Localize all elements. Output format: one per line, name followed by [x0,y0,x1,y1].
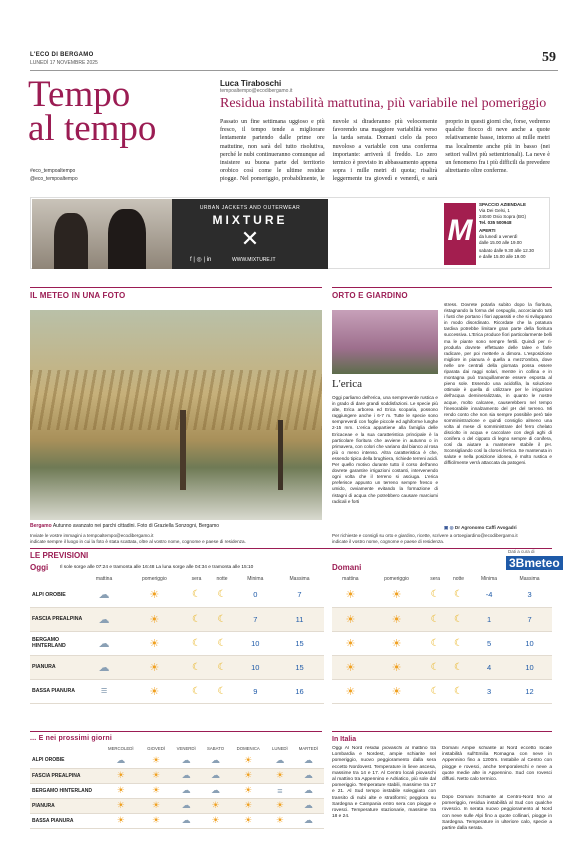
min-temp: 9 [236,679,275,703]
garden-invite-line: Per richieste e consigli su orto e giardino, ricette, scrivere a ortoegiardino@ecodibergamo.it [332,533,518,538]
garden-invite [332,533,518,545]
day-header: LUNEDÌ [271,746,288,751]
sun-icon: ☀ [124,607,185,631]
sun-icon: ☀ [229,753,267,768]
moon-icon: ☾ [446,655,471,679]
col-header: Minima [480,575,498,582]
sun-icon: ☀ [142,783,171,798]
forecast-row [332,583,552,607]
meteo-logo: 3Bmeteo [506,556,563,570]
moon-icon: ☾ [424,655,446,679]
rain-cloud-icon: ☁ [84,583,124,607]
moon-icon: ☾ [446,607,471,631]
zone-name: BASSA PIANURA [30,813,100,828]
moon-icon: ☾ [185,655,209,679]
min-temp: 0 [236,583,275,607]
sun-icon: ☀ [100,768,142,783]
next-days-row [30,783,324,798]
max-temp: 12 [507,679,552,703]
astro-info: Il sole sorge alle 07:24 e tramonta alle 16:48 La luna sorge alle 04:34 e tramonta alle 15:10 [60,565,254,570]
sun-icon: ☀ [100,783,142,798]
max-temp: 11 [275,607,324,631]
rain-cloud-icon: ☁ [100,753,142,768]
author-email[interactable]: tempoaltempo@ecodibergamo.it [220,88,293,94]
italy-title: In Italia [332,736,357,743]
ad-model-1 [54,213,88,269]
sun-icon: ☀ [124,631,185,655]
next-days-row [30,813,324,828]
brand-logo-icon: ✕ [240,226,260,251]
day-header: DOMENICA [236,746,260,751]
ad-info-line: sabato dalle 9.30 alle 12.30 [479,248,535,253]
max-temp: 7 [275,583,324,607]
photo-invite-line: indicate sempre il luogo in cui la foto è stata scattata, oltre al vostro nome, cognome e paese di residenza. [30,539,246,544]
col-header: pomeriggio [384,575,409,582]
garden-section-title: ORTO E GIARDINO [332,291,408,300]
min-temp: 10 [236,655,275,679]
instagram-handle[interactable]: #eco_tempoaltempo [30,168,76,174]
moon-icon: ☾ [185,583,209,607]
forecast-row [30,631,324,655]
moon-icon: ☾ [424,679,446,703]
forecast-row [30,679,324,703]
zone-name: BASSA PIANURA [30,679,84,703]
moon-icon: ☾ [208,655,235,679]
ad-url[interactable]: WWW.MIXTURE.IT [232,257,276,263]
sun-icon: ☀ [202,813,230,828]
fog-icon: ≡ [84,679,124,703]
zone-name: PIANURA [30,798,100,813]
moon-icon: ☾ [446,631,471,655]
rain-cloud-icon: ☁ [293,768,324,783]
ad-info-line: e dalle 15.00 alle 19.00 [479,254,526,259]
min-temp: 1 [471,607,507,631]
advertisement[interactable] [30,197,550,269]
fog-icon: ≡ [267,783,293,798]
ad-info-line: 24040 Osio Sopra (BG) [479,214,527,219]
moon-icon: ☾ [424,607,446,631]
sun-icon: ☀ [267,768,293,783]
divider [30,731,322,732]
photo-invite [30,533,246,545]
rain-cloud-icon: ☁ [293,798,324,813]
col-header [30,744,100,753]
max-temp: 10 [507,655,552,679]
tree-trunk [278,420,283,490]
photo-section-title: IL METEO IN UNA FOTO [30,291,126,300]
ad-info-line: dalle 15.00 alle 19.00 [479,240,522,245]
rain-cloud-icon: ☁ [293,783,324,798]
sun-icon: ☀ [142,768,171,783]
moon-icon: ☾ [446,583,471,607]
sun-icon: ☀ [332,655,369,679]
sun-icon: ☀ [229,783,267,798]
rain-cloud-icon: ☁ [84,655,124,679]
forecast-row [30,583,324,607]
ad-info-line: da lunedì a venerdì [479,234,518,239]
meteo-credit: Dati a cura di [508,549,535,554]
zone-name: ALPI OROBIE [30,583,84,607]
sun-icon: ☀ [100,813,142,828]
sun-icon: ☀ [332,607,369,631]
photo-caption [30,523,219,529]
rain-cloud-icon: ☁ [202,783,230,798]
col-header: notte [216,575,228,582]
day-header: MERCOLEDÌ [107,746,134,751]
min-temp: 7 [236,607,275,631]
max-temp: 15 [275,655,324,679]
divider [332,287,552,288]
erica-body-col2: stress. Dovrete potarla subito dopo la fioritura, ristagnando la forma del cespuglio, accorciando tutti i fusti che portano i fiori appassiti e che si sviluppano in modo disordinato. Ricordate che la potatura tardiva potrebbe limitare gran parte della fioritura successiva. L'Erica produce fiori particolarmente belli ma le piante sono sempre fertili. Quindi per ri-produrla dovrete effettuate delle talee e farle radicare, per poi metterle a dimora. L'esposizione migliore in pianura è quella a mezz'ombra, dove nelle ore centrali della giornata possa essere riparata dai raggi solari, mentre in collina e in montagna può tranquillamente essere esposta al pieno sole. Essendo una acidofila, la soluzione ottimale è quella di utilizzare per le irrigazioni dell'acqua demineralizzata, in quanto le nostre acque, molto calcaree, causerebbero nel tempo l'inesorabile innalzamento del pH del terreno. Mi rendo conto che non sia sempre possibile però tale somministrazione e quindi consiglio almeno una volta al mese di somministrare del ferro chelato disciolto in acqua e caccolare con degli aghi di conifera o del cippato di legno sempre di conifera, così da aiutare a mantenere stabile il pH. Sconsigliando così la clorosi ferrica. Se mantenuta in salute e nella posizione idonea, è molto rustica e difficilmente verrà attaccata da patogeni. [444,302,552,466]
article-headline: Residua instabilità mattutina, più variabile nel pomeriggio [220,96,547,111]
moon-icon: ☾ [424,583,446,607]
rain-cloud-icon: ☁ [293,813,324,828]
zone-name: BERGAMO HINTERLAND [30,783,100,798]
sun-icon: ☀ [369,679,424,703]
next-days-table [30,744,324,829]
social-handle[interactable]: @eco_tempoaltempo [30,176,78,182]
sun-icon: ☀ [267,798,293,813]
social-handles [30,167,78,183]
ad-photo [32,199,172,269]
section-title-line2: al tempo [28,108,157,149]
max-temp: 3 [507,583,552,607]
sun-icon: ☀ [124,655,185,679]
top-divider [30,70,558,71]
next-days-row [30,798,324,813]
min-temp: 10 [236,631,275,655]
col-header: mattina [342,575,359,582]
col-header: notte [452,575,465,582]
forecast-row [332,655,552,679]
italy-after-tomorrow: Dopo Domani Schiarite al Centro-Nord fino al pomeriggio, residua instabilità al Sud con qualche rovescio. In serata nuovo peggioramento al Nord con neve sulle Alpi fino a quote collinari, piogge in Sardegna. Temperature in ulteriore calo, specie a partire dalla serata. [442,795,552,832]
sun-icon: ☀ [267,813,293,828]
day-header: MARTEDÌ [298,746,318,751]
sun-icon: ☀ [229,813,267,828]
ad-info [479,202,549,260]
sun-icon: ☀ [142,813,171,828]
ad-info-line: Tel. 035 500948 [479,220,512,225]
rain-cloud-icon: ☁ [171,798,202,813]
ad-brand-panel [172,199,328,269]
next-days-row [30,768,324,783]
ad-model-2 [108,209,146,269]
forecast-title: LE PREVISIONI [30,551,89,560]
sun-icon: ☀ [369,631,424,655]
sun-icon: ☀ [332,583,369,607]
today-table [30,574,324,704]
rain-cloud-icon: ☁ [171,768,202,783]
project-logo: M [444,203,476,265]
moon-icon: ☾ [208,679,235,703]
rain-cloud-icon: ☁ [267,753,293,768]
min-temp: 5 [471,631,507,655]
ad-info-line: SPACCIO AZIENDALE [479,202,527,207]
zone-name: ALPI OROBIE [30,753,100,768]
col-header: Minima [247,575,264,582]
moon-icon: ☾ [208,583,235,607]
day-header: VENERDÌ [176,746,196,751]
garden-author [444,525,517,531]
page-number: 59 [542,50,556,65]
min-temp: 4 [471,655,507,679]
project-logo-text: PROJECT [450,258,470,263]
garden-invite-line: indicate il vostro nome, cognome e paese di residenza. [332,539,445,544]
sun-icon: ☀ [332,679,369,703]
moon-icon: ☾ [208,631,235,655]
divider [30,548,552,549]
rain-cloud-icon: ☁ [84,607,124,631]
article-author: Luca Tiraboschi [220,79,282,88]
photo-invite-line: Inviate le vostre immagini a tempoaltempo@ecodibergamo.it [30,533,154,538]
tomorrow-label: Domani [332,563,362,572]
forecast-row [332,631,552,655]
max-temp: 15 [275,631,324,655]
rain-cloud-icon: ☁ [293,753,324,768]
sun-icon: ☀ [124,583,185,607]
max-temp: 7 [507,607,552,631]
min-temp: -4 [471,583,507,607]
sun-icon: ☀ [229,798,267,813]
col-header [30,574,84,583]
erica-body-col1: Oggi parliamo dell'erica, una sempreverde rustica e in grado di dare grandi soddisfazioni. Le specie più alte, Erica arborea ed Erica scoparia, possono raggiungere anche i 6-7 m. Tutte le specie sono sempreverdi con foglie piccole ed aghiforme lunghe 2-15 mm. L'erica appartiene alla famiglia delle Ericaceae e la sua caratteristica principale è la particolare fioritura che avviene in autunno o in primavera, con colori che variano dal bianco al rosa più o meno intenso. Altra caratteristica è che, essendo tipica della brughiera, richiede terreni acidi. Per quello motivo durante tutto il corso dell'anno dovrete garantire irrigazioni costanti, intervenendo ogni volta che il terreno si asciuga. L'erica preferisce appunto un terreno sempre fresco e umido, ovviamente evitando la formazione di ristagni di acqua che potrebbero causare marciumi radicali e forti [332,395,438,504]
moon-icon: ☾ [424,631,446,655]
section-title [28,74,157,149]
col-header: mattina [95,575,113,582]
article-body: Passato un fine settimana uggioso e più fresco, il tempo tende a migliorare lentamente partendo dalle prime ore mattutine, non sarà del tutto risolutiva, perché le nubi continueranno comunque ad insistere su buona parte del territorio orobico così come le ultime residue piogge. Nel pomeriggio, probabilmente, le nuvole si diraderanno più velocemente favorendo una maggiore variabilità verso la tarda serata. Domani cielo da poco nuvoloso a variabile con una conferma importante: arriverà il freddo. Lo zero termico è previsto in abbassamento appena sopra i mille metri di quota; risalirà leggermente tra giovedì e venerdì, e sarà proprio in questi giorni che, forse, vedremo qualche fiocco di neve anche a quote relativamente basse, intorno ai mille metri ma localmente anche più in basso (nei settori vallivi più settentrionali). La neve è un fenomeno fra i più difficili da prevedere altrettanto oltre conferme. [220,119,550,183]
zone-name: FASCIA PREALPINA [30,768,100,783]
col-header: sera [430,575,440,582]
ad-subtitle: URBAN JACKETS AND OUTERWEAR [199,205,301,211]
moon-icon: ☾ [446,679,471,703]
sun-icon: ☀ [100,798,142,813]
col-header: Massima [289,575,310,582]
rain-cloud-icon: ☁ [171,813,202,828]
min-temp: 3 [471,679,507,703]
col-header: Massima [519,575,540,582]
tomorrow-table [332,574,552,704]
social-icons: ▣ ◎ [444,525,455,530]
col-header: pomeriggio [141,575,167,582]
sun-icon: ☀ [229,768,267,783]
forecast-row [30,655,324,679]
rain-cloud-icon: ☁ [171,753,202,768]
moon-icon: ☾ [185,631,209,655]
sun-icon: ☀ [142,798,171,813]
rain-cloud-icon: ☁ [171,783,202,798]
italy-tomorrow: Domani Ampie schiarite al Nord eccetto locale instabilità sull'Emilia Romagna con neve in Appennino fino a 1200m. Instabile al Centro con piogge e rovesci, anche temporaleschi e neve a quote medie alte in Appennino. Sud con rovesci diffusi. Netto calo termico. [442,746,552,783]
erica-title: L'erica [332,378,363,390]
forecast-row [332,607,552,631]
issue-date: LUNEDÌ 17 NOVEMBRE 2025 [30,60,98,66]
sun-icon: ☀ [369,583,424,607]
sun-icon: ☀ [369,607,424,631]
divider [30,287,322,288]
zone-name: PIANURA [30,655,84,679]
italy-today: Oggi Al Nord residui piovaschi al mattino tra Lombardia e Nordest, ampie schiarite nel pomeriggio, nuovo peggioramento dalla sera eccetto Nordovest. Temperature in lieve ascesa, massime tra 14 e 17. Al Centro locali piovaschi al mattino tra Appennino e Adriatico, più sole dal pomeriggio. Temperature stabili, massime tra 17 e 21. Al Sud tempo instabile soleggiato con transito di nubi alte e stratiformi; peggiora su Sardegna e Campania entro sera con piogge e rovesci. Temperature stazionarie, massime tra 18 e 24. [332,746,436,820]
max-temp: 10 [507,631,552,655]
next-days-title: ... E nei prossimi giorni [30,735,113,742]
rain-cloud-icon: ☁ [202,768,230,783]
erica-photo [332,310,438,374]
garden-author-name: Dr Agronomo Caffi Avogadri [454,525,517,530]
section-title-line1: Tempo [28,74,131,115]
divider [332,731,552,732]
weather-photo [30,310,322,520]
tree-trunk [180,410,186,490]
forecast-row [30,607,324,631]
col-header: sera [191,575,202,582]
day-header: GIOVEDÌ [147,746,166,751]
ad-brand: MIXTURE [212,213,288,227]
sun-icon: ☀ [369,655,424,679]
forecast-row [332,679,552,703]
rain-cloud-icon: ☁ [84,631,124,655]
today-label: Oggi [30,563,49,572]
ad-info-line: Via Dei Gelsi, 1 [479,208,510,213]
sun-icon: ☀ [124,679,185,703]
max-temp: 16 [275,679,324,703]
day-header: SABATO [207,746,225,751]
rain-cloud-icon: ☁ [202,753,230,768]
ad-info-line: APERTI [479,228,496,233]
zone-name: FASCIA PREALPINA [30,607,84,631]
sun-icon: ☀ [332,631,369,655]
social-icons: f | ◎ | in [190,257,212,263]
moon-icon: ☾ [185,607,209,631]
sun-icon: ☀ [202,798,230,813]
moon-icon: ☾ [208,607,235,631]
next-days-row [30,753,324,768]
moon-icon: ☾ [185,679,209,703]
zone-name: BERGAMO HINTERLAND [30,631,84,655]
sun-icon: ☀ [142,753,171,768]
paper-name: L'ECO DI BERGAMO [30,52,94,58]
caption-place: Bergamo [30,523,52,529]
caption-text: Autunno avanzato nei parchi cittadini. Foto di Graziella Sonzogni, Bergamo [52,523,220,529]
